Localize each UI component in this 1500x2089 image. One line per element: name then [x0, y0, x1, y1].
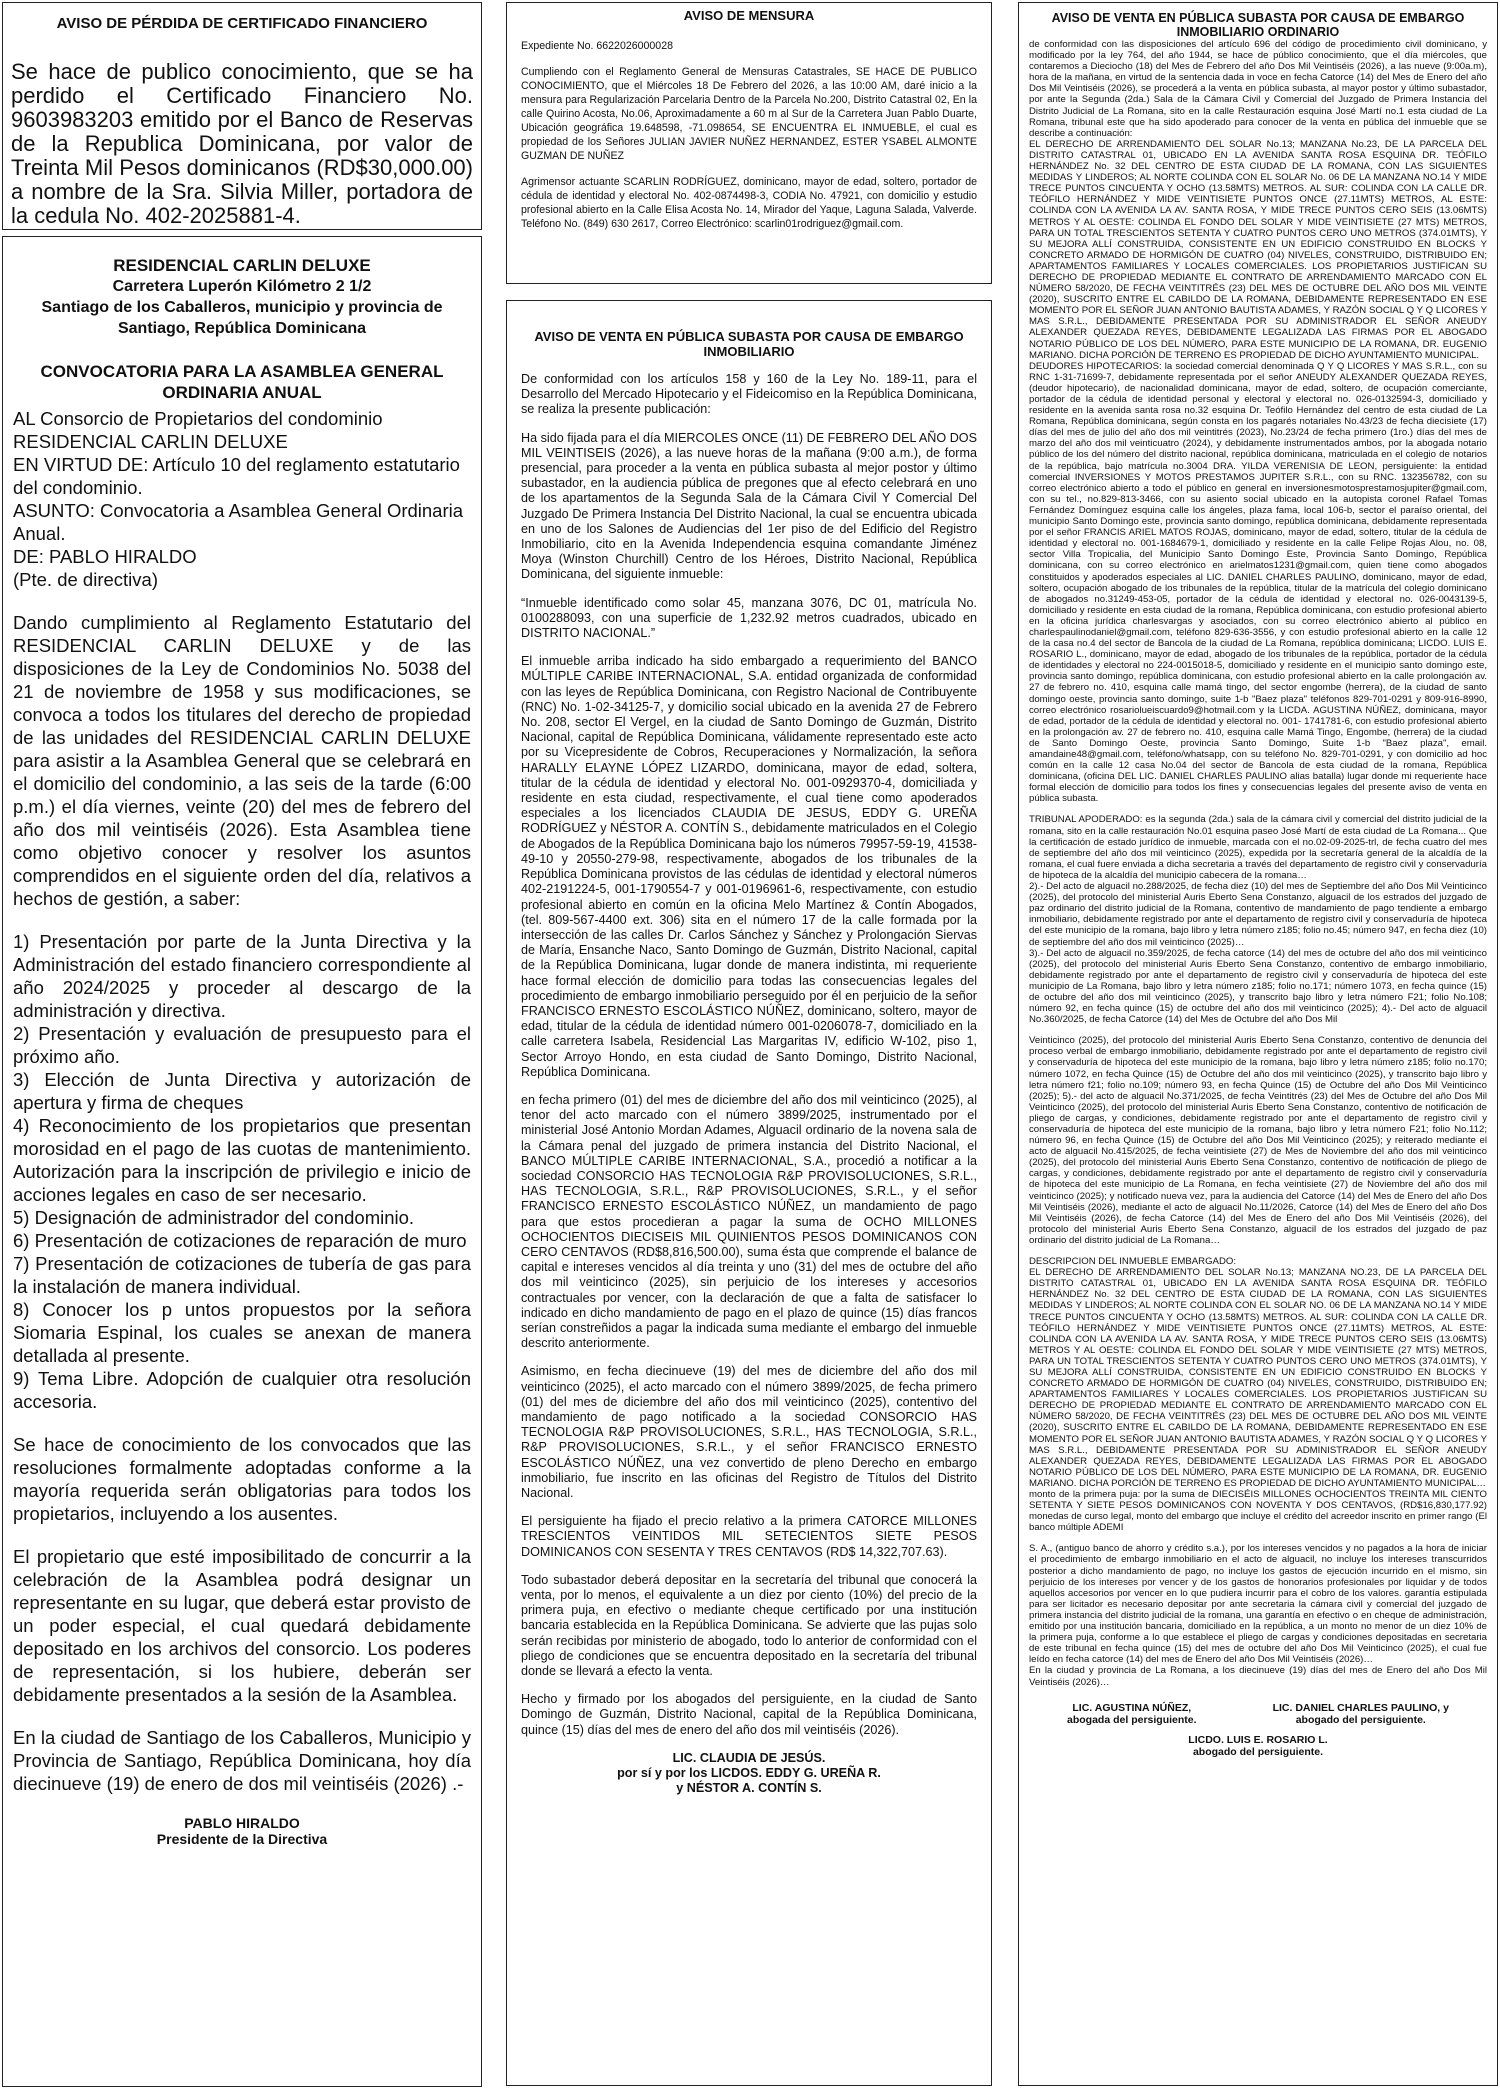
signature-block [1029, 1734, 1487, 1758]
signature-name: PABLO HIRALDO [184, 1815, 300, 1831]
agenda-item: 3) Elección de Junta Directiva y autorización de apertura y firma de cheques [13, 1069, 471, 1113]
signature-line: LIC. DANIEL CHARLES PAULINO, y [1272, 1701, 1449, 1714]
auction-parties: DEUDORES HIPOTECARIOS: la sociedad comercial denominada Q Y Q LICORES Y MAS S.R.L., con su RNC 1-31-71699-7, debidamente representada por el señor ANEUDY ALEXANDER QUEZADA REYES, (deudor hipotecario), de nacionalidad dominicana, mayor de edad, soltero, de ocupación comerciante, portador de la cédula de identidad personal y electoral y electoral no. 026-0132594-3, domiciliado y residente en la avenida santa rosa no.32 esquina Dr. Teófilo Hernández del centro de esta ciudad de La Romana, República dominicana, según consta en los pagarés notariales No.43/23 de fecha diecisiete (17) días del mes de julio del año dos mil veintitrés (2023), No.23/24 de fecha primero (1ro.) días del mes de marzo del año dos mil veinticuatro (2024), y debidamente instrumentados ambos, por la abogada notario público de los del número del distrito nacional, república dominicana, matriculada en el colegio de notarios de la república, bajo matrícula no.3004 DRA. YILDA VERENISIA DE LEON, persiguiente: la entidad comercial INVERSIONES Y MOTOS PRESTAMOS JUPITER S.R.L., con su RNC. 132356782, con su correo electrónico abierto a todo el público en general en inversionesmotosprestamosjupiter@gmail.com, con su tel., no.829-813-3466, con su asiento social ubicado en la autopista coronel Rafael Tomas Fernández Domínguez esquina calle los ángeles, plaza fama, local 106-b, sector el paraíso oriental, del municipio Santo Domingo este, provincia santo domingo, república dominicana, debidamente representada por el señor FRANCIS ARIEL MATOS ROJAS, dominicano, mayor de edad, soltero, titular de la cédula de identidad y electoral no. 001-1684679-1, domiciliado y residente en la calle Felipe Rojas Alou, no. 08, sector Villa Tropicalia, del Municipio Santo Domingo Este, Provincia Santo Domingo, República dominicana, con su correo electrónico en arielmatos1231@gmail.com, quien tiene como abogados constituidos y apoderados especiales al LIC. DANIEL CHARLES PAULINO, dominicano, mayor de edad, soltero, ocupación abogado de los tribunales de la república, titular de la matrícula del colegio dominicano de abogados no.31249-453-05, portador de la cédula de identidad y electoral no. 026-0043139-5, domiciliado y residente en esta ciudad de la romana, República dominicana, con estudio profesional abierto en la oficina jurídica charlesvargas y asociados, con su correo electrónico abierto al público en charlespaulinodaniel@gmail.com, teléfono 829-636-3556, y con estudio profesional abierto en la calle 12 de la casa no.4 del sector de Bancola de la ciudad de La Romana, república dominicana; LICDO. LUIS E. ROSARIO L., dominicano, mayor de edad, abogado de los tribunales de la república, portador de la cédula de identidades y electoral no 224-0015018-5, domiciliado y residente en el municipio santo domingo este, provincia santo domingo, república dominicana, con estudio profesional abierto en la calle prolongación av. 27 de febrero no. 410, esquina calle mamá tingo, del sector engombe (herrera), de la ciudad de santo domingo oeste, provincia santo domingo, suite 1-b "Baez plaza" teléfonos 829-701-0291 y 809-916-8990, correo electrónico rosariolueiscuardo9@hotmail.com y la LICDA. AGUSTINA NÚÑEZ, dominicana, mayor de edad, portador de la cédula de identidad y electoral no. 001- 1741781-6, con estudio profesional abierto en la prolongación av. 27 de febrero no. 410, esquina calle Mamá Tingo, Engombe, (herrera) de la ciudad de Santo Domingo Oeste, provincia Santo Domingo, Suite 1-b "Baez plaza", email. amandaine48@gmail.com, teléfono/whatsapp, con su teléfono No. 829-701-0291, y con domicilio ad hoc común en la calle 12 casa No.04 del sector de Bancola de esta ciudad de la romana, República dominicana, (oficina DEL LIC. DANIEL CHARLES PAULINO alias batalla) lugar donde mi requeriente hace formal elección de domicilio para todos los fines y consecuencias legales del presente aviso de venta en pública subasta. [1029, 360, 1487, 805]
agenda-item: 9) Tema Libre. Adopción de cualquier otra resolución accesoria. [13, 1368, 471, 1412]
assembly-proxy: El propietario que esté imposibilitado de concurrir a la celebración de la Asamblea podrá designar un representante en su lugar, que deberá estar provisto de un poder especial, el cual quedará debidamente depositado en los archivos del consorcio. Los poderes de representación, si los hubiere, deberán ser debidamente presentados a la sesión de la Asamblea. [13, 1546, 471, 1705]
auction-property: EL DERECHO DE ARRENDAMIENTO DEL SOLAR No.13; MANZANA No.23, DE LA PARCELA DEL DISTRITO CATASTRAL 01, UBICADO EN LA AVENIDA SANTA ROSA ESQUINA DR. TEÓFILO HERNÁNDEZ No. 32 DEL CENTRO DE ESTA CIUDAD DE LA ROMANA, CON LAS SIGUIENTES MEDIDAS Y LINDEROS; AL NORTE COLINDA CON EL SOLAR No. 06 DE LA MANZANA NO.14 Y MIDE TRECE PUNTOS CINCUENTA Y OCHO (13.58MTS) METROS. AL SUR: COLINDA CON LA CALLE DR. TEÓFILO HERNÁNDEZ Y MIDE VEINTISIETE PUNTOS ONCE (27.11MTS) METROS, AL ESTE: COLINDA CON LA AVENIDA LA AV. SANTA ROSA, Y MIDE TRECE PUNTOS CERO SEIS (13.06MTS) METROS Y AL OESTE: COLINDA EL FONDO DEL SOLAR Y MIDE VEINTISIETE (27 MTS) METROS, PARA UN TOTAL TRESCIENTOS SETENTA Y CUATRO PUNTOS CERO UNO METROS (374.01MTS), Y SU MEJORA ALLÍ CONSTRUIDA, CONSISTENTE EN UN EDIFICIO CONSTRUIDO EN BLOCKS Y CONCRETO ARMADO DE HORMIGÓN DE CUATRO (04) NIVELES, CONSTRUIDO, DISTRIBUIDO EN; APARTAMENTOS FAMILIARES Y LOCALES COMERCIALES. LOS PROPIETARIOS JUSTIFICAN SU DERECHO DE PROPIEDAD MEDIANTE EL CONTRATO DE ARRENDAMIENTO MARCADO CON EL NÚMERO 58/2020, DE FECHA VEINTITRÉS (23) DEL MES DE OCTUBRE DEL AÑO DOS MIL VEINTE (2020), SUSCRITO ENTRE EL CABILDO DE LA ROMANA, DEBIDAMENTE REPRESENTADO EN ESE MOMENTO POR EL SEÑOR JUAN ANTONIO BAUTISTA ADAMES, Y RAZÓN SOCIAL Q Y Q LICORES Y MAS S.R.L., DEBIDAMENTE PRESENTADA POR SU ADMINISTRADOR EL SEÑOR ANEUDY ALEXANDER QUEZADA REYES, DEBIDAMENTE LEGALIZADA LAS FIRMAS POR EL ABOGADO NOTARIO PÚBLICO DE LOS DEL NÚMERO, PARA ESTE MUNICIPIO DE LA ROMANA, DR. EUGENIO MARIANO. DICHA PORCIÓN DE TERRENO ES PROPIEDAD DE DICHO AYUNTAMIENTO MUNICIPAL. [1029, 138, 1487, 361]
signature-block [1273, 1702, 1449, 1726]
notice-title: AVISO DE PÉRDIDA DE CERTIFICADO FINANCIERO [56, 15, 428, 32]
auction-para: de conformidad con las disposiciones del artículo 696 del código de procedimiento civil dominicano, y modificado por la ley 764, del año 1944, se hace de público conocimiento, que el día miércoles, que contaremos a Dieciocho (18) del Mes de Febrero del año Dos Mil Veintiséis (2026), a las nueve (9:00a.m), hora de la mañana, en virtud de la sentencia dada in voce en fecha Catorce (14) del Mes de Enero del año Dos Mil Veintiséis (2026), se procederá a la venta en pública subasta, al mayor postor y último subastador, por ante la Segunda (2da.) Sala de la Cámara Civil y Comercial del Juzgado de Primera Instancia del Distrito Judicial de La Romana, sito en la calle Restauración esquina José Martí no.1 esta ciudad de La Romana, tribunal este que ha sido apoderado para conocer de la venta en pública del inmueble que se describe a continuación: [1029, 39, 1487, 139]
signature-line: abogado del persiguiente. [1295, 1713, 1426, 1726]
notice-auction-1 [506, 300, 992, 2086]
signature-line: abogado del persiguiente. [1192, 1745, 1324, 1758]
assembly-intro: Dando cumplimiento al Reglamento Estatutario del RESIDENCIAL CARLIN DELUXE y de las disposiciones de la Ley de Condominios No. 5038 del 21 de noviembre de 1958 y sus modificaciones, se convoca a todos los titulares del derecho de propiedad de las unidades del RESIDENCIAL CARLIN DELUXE para asistir a la Asamblea General que se celebrará en el domicilio del condominio, a las seis de la tarde (6:00 p.m.) el día viernes, veinte (20) del mes de febrero del año dos mil veintiséis (2026). Esta Asamblea tiene como objetivo conocer y resolver los asuntos comprendidos en el siguiente orden del día, relativos a hechos de gestión, a saber: [13, 612, 471, 909]
assembly-subject: ASUNTO: Convocatoria a Asamblea General Ordinaria Anual. [13, 500, 464, 544]
assembly-to: AL Consorcio de Propietarios del condominio RESIDENCIAL CARLIN DELUXE [13, 408, 383, 452]
agenda-item: 5) Designación de administrador del condominio. [13, 1207, 415, 1228]
signature-line: LIC. AGUSTINA NÚÑEZ, [1072, 1701, 1192, 1714]
signature-line: LIC. CLAUDIA DE JESÚS. [672, 1750, 826, 1765]
signatures [1029, 1702, 1487, 1726]
agenda-list [13, 930, 471, 1413]
auction-para: Veinticinco (2025), del protocolo del ministerial Auris Eberto Sena Constanzo, contentivo de denuncia del proceso verbal de embargo inmobiliario, debidamente registrado por ante el departamento de registro civil y conservaduría de hipoteca del este municipio de la romana, bajo libro y letra número z185; folio no.170; número 1072, en fecha Quince (15) de Octubre del año dos mil veinticinco (2025), y transcrito bajo libro y letra número f21; folio no.109; número 93, en fecha Quince (15) de Octubre del año Dos Mil Veinticinco (2025); 5).- del acto de alguacil No.371/2025, de fecha Veintitrés (23) del Mes de Octubre del año Dos Mil Veinticinco (2025), del protocolo del ministerial Auris Eberto Sena Constanzo, contentivo de notificación de pliego de cargas, y condiciones, debidamente registrado por ante el departamento de registro civil y conservaduría de hipoteca del este municipio de la romana, bajo libro y letra número F21; folio No.112; número 96, en fecha Quince (15) de Octubre del año Dos Mil Veinticinco (2025); y reiterado mediante el acto de alguacil No.415/2025, de fecha veintisiete (27) de Mes de Noviembre del año dos mil veinticinco (2025), del protocolo del ministerial Auris Eberto Sena Constanzo, contentivo de notificación de pliego de cargas, y condiciones, debidamente registrado por ante el departamento de registro civil y conservaduría de hipoteca del este municipio de La Romana, en fecha veintisiete (27) de Noviembre del año dos mil veinticinco (2025); y notificado nueva vez, para la audiencia del Catorce (14) del Mes de Enero del año Dos Mil Veintiséis (2026), mediante el acto de alguacil No.11/2026, Catorce (14) del Mes de Enero del año Dos Mil Veintiséis (2026), de fecha Catorce (14) del Mes de Enero del año Dos Mil Veintiséis (2026), del protocolo del ministerial Auris Eberto Sena Constanzo, alguacil de los estrados del juzgado de paz ordinario del distrito judicial de La Romana… [1029, 1035, 1487, 1246]
notice-title: AVISO DE MENSURA [683, 8, 815, 23]
signature-line: LICDO. LUIS E. ROSARIO L. [1188, 1733, 1328, 1746]
expedient-number: Expediente No. 6622026000028 [521, 40, 673, 52]
auction-property: “Inmueble identificado como solar 45, manzana 3076, DC 01, matrícula No. 0100288093, con una superficie de 1,232.92 metros cuadrados, ubicado en DISTRITO NACIONAL.” [521, 595, 977, 641]
assembly-title: CONVOCATORIA PARA LA ASAMBLEA GENERAL ORDINARIA ANUAL [40, 362, 444, 402]
notice-title: AVISO DE VENTA EN PÚBLICA SUBASTA POR CAUSA DE EMBARGO INMOBILIARIO ORDINARIO [1051, 11, 1465, 39]
auction-para: en fecha primero (01) del mes de diciembre del año dos mil veinticinco (2025), al tenor del acto marcado con el número 3899/2025, instrumentado por el ministerial José Antonio Mordan Adames, Alguacil ordinario de la novena sala de la Cámara penal del juzgado de primera instancia del Distrito Nacional, el BANCO MÚLTIPLE CARIBE INTERNACIONAL, S.A., procedió a notificar a la sociedad CONSORCIO HAS TECNOLOGIA R&P PROVISOLUCIONES, S.R.L., HAS TECNOLOGIA, S.R.L., R&P PROVISOLUCIONES, S.R.L., y el señor FRANCISCO ERNESTO ESCOLÁSTICO NÚÑEZ, un mandamiento de pago para que estos procedieran a pagar la suma de OCHO MILLONES OCHOCIENTOS DIECISEIS MIL QUINIENTOS PESOS DOMINICANOS CON CERO CENTAVOS (RD$8,816,500.00), suma ésta que comprende el balance de capital e intereses vencidos al día treinta y uno (31) del mes de octubre del año dos mil veinticinco (2025), sin perjuicio de los intereses y accesorios contractuales por vencer, con la declaración de que a falta de satisfacer lo indicado en dicho mandamiento de pago en el plazo de quince (15) días francos serían constreñidos a pagar la indicada suma mediante el embargo del inmueble descrito anteriormente. [521, 1092, 977, 1351]
auction-para: De conformidad con los artículos 158 y 160 de la Ley No. 189-11, para el Desarrollo del Mercado Hipotecario y el Fideicomiso en la República Dominicana, se realiza la presente publicación: [521, 372, 977, 417]
surveyor-info: Agrimensor actuante SCARLIN RODRÍGUEZ, dominicano, mayor de edad, soltero, portador de cédula de identidad y electoral No. 402-0874498-3, CODIA No. 47921, con domicilio y estudio profesional abierto en la Calle Elisa Acosta No. 14, Mirador del Yaque, Laguna Salada, Valverde. Teléfono No. (849) 630 2617, Correo Electrónico: scarlin01rodriguez@gmail.com. [521, 176, 977, 230]
assembly-from-role: (Pte. de directiva) [13, 569, 158, 590]
condo-city: Santiago de los Caballeros, municipio y provincia de Santiago, República Dominicana [41, 299, 443, 337]
notice-title: AVISO DE VENTA EN PÚBLICA SUBASTA POR CAUSA DE EMBARGO INMOBILIARIO [534, 329, 964, 359]
survey-body: Cumpliendo con el Reglamento General de Mensuras Catastrales, SE HACE DE PUBLICO CONOCIMIENTO, que el Miércoles 18 De Febrero del 2026, a las 10:00 AM, daré inicio a la mensura para Regularización Parcelaria Dentro de la Parcela No.200, Distrito Catastral 02, En la calle Quirino Acosta, No.06, Aproximadamente a 60 m al Sur de la Carretera Juan Pablo Duarte, Ubicación geográfica 19.648598, -71.098654, SE ENCUENTRA EL INMUEBLE, el cual es propiedad de los Señores JULIAN JAVIER NUÑEZ HERNANDEZ, ESTER YSABEL ALMONTE GUZMAN DE NUÑEZ [521, 66, 977, 162]
auction-para: TRIBUNAL APODERADO: es la segunda (2da.) sala de la cámara civil y comercial del distrito judicial de la romana, sito en la calle restauración No.01 esquina paseo José Martí de esta ciudad de La Romana... Que la certificación de estado jurídico de inmueble, marcada con el no.02-09-2025-trl, de fecha cuatro del mes de septiembre del año dos mil veinticinco (2025), expedida por la secretaría general de la alcaldía de la romana, el cual fuere enviada a dicha secretaria a través del departamento de registro civil y conservaduría de hipoteca de la alcaldía del municipio cabecera de la romana… [1029, 814, 1487, 881]
auction-para: 2).- Del acto de alguacil no.288/2025, de fecha diez (10) del mes de Septiembre del año Dos Mil Veinticinco (2025), del protocolo del ministerial Auris Eberto Sena Constanzo, alguacil de los estrados del juzgado de paz ordinario del distrito judicial de la Romana, contentivo de mandamiento de pago tendiente a embargo inmobiliario, debidamente registrado por ante el departamento de registro civil y conservaduría de hipoteca del este municipio de la romana, bajo libro y letra número z185; folio no.45; número 947, en fecha diez (10) de septiembre del año dos mil veinticinco (2025)… [1029, 881, 1487, 948]
auction-para: 3).- Del acto de alguacil no.359/2025, de fecha catorce (14) del mes de octubre del año dos mil veinticinco (2025), del protocolo del ministerial Auris Eberto Sena Constanzo, contentivo de embargo inmobiliario, debidamente registrado por ante el departamento de registro civil y conservaduría de hipoteca del este municipio de La Romana, bajo libro y letra número z185; folio no.171; número 1073, en fecha quince (15) de octubre del año dos mil veinticinco (2025), y transcrito bajo libro y letra número F21; folio No.108; número 92, en fecha quince (15) de octubre del año dos mil veinticinco (2025); 4).- Del acto de alguacil No.360/2025, de fecha Catorce (14) del Mes de Octubre del año Dos Mil [1029, 947, 1487, 1026]
assembly-date: En la ciudad de Santiago de los Caballeros, Municipio y Provincia de Santiago, República Dominicana, hoy día diecinueve (19) de enero de dos mil veintiséis (2026) .- [13, 1727, 471, 1794]
agenda-item: 7) Presentación de cotizaciones de tubería de gas para la instalación de manera individual. [13, 1253, 471, 1297]
agenda-item: 4) Reconocimiento de los propietarios que presentan morosidad en el pago de las cuotas de mantenimiento. Autorización para la inscripción de privilegio e inicio de acciones legales en caso de ser necesario. [13, 1115, 471, 1205]
assembly-by-virtue: EN VIRTUD DE: Artículo 10 del reglamento estatutario del condominio. [13, 454, 460, 498]
agenda-item: 1) Presentación por parte de la Junta Directiva y la Administración del estado financiero correspondiente al año 2024/2025 y proceder al descargo de la administración y directiva. [13, 931, 471, 1021]
auction-para: Todo subastador deberá depositar en la secretaría del tribunal que conocerá la venta, por lo menos, el equivalente a un diez por ciento (10%) del precio de la primera puja, en efectivo o mediante cheque certificado por una institución bancaria establecida en la República Dominicana. Se advierte que las pujas solo serán recibidas por ministerio de abogado, todo lo anterior de conformidad con el pliego de condiciones que se encuentra depositado en la secretaría del tribunal donde se llevará a efecto la venta. [521, 1572, 977, 1679]
auction-para: Ha sido fijada para el día MIERCOLES ONCE (11) DE FEBRERO DEL AÑO DOS MIL VEINTISEIS (2026), a las nueve horas de la mañana (9:00 a.m.), de forma presencial, para proceder a la venta en pública subasta al mejor postor y último subastador, en la audiencia pública de pregones que al efecto celebrará en uno de los apartamentos de la Segunda Sala de la Cámara Civil Y Comercial Del Juzgado De Primera Instancia Del Distrito Nacional, la cual se encuentra ubicada en uno de los Salones de Audiencias del 1er piso de del Edificio del Registro Inmobiliario, cito en la Avenida Independencia esquina comandante Jiménez Moya (Winston Churchill) Centro de los Héroes, Distrito Nacional, República Dominicana, del siguiente inmueble: [521, 430, 977, 582]
auction-price: monto de la primera puja: por la suma de DIECISÉIS MILLONES OCHOCIENTOS TREINTA MIL CIENTO SETENTA Y SIETE PESOS DOMINICANOS CON NOVENTA Y DOS CENTAVOS, (RD$16,830,177.92) monedas de curso legal, monto del embargo que incluye el crédito del acreedor inscrito en primer rango (El banco múltiple ADEMI [1029, 1489, 1487, 1534]
signature-line: por sí y por los LICDOS. EDDY G. UREÑA R. [617, 1766, 881, 1781]
condo-name: RESIDENCIAL CARLIN DELUXE [113, 256, 371, 275]
condo-address: Carretera Luperón Kilómetro 2 1/2 [112, 278, 372, 295]
auction-para: S. A., (antiguo banco de ahorro y crédito s.a.), por los intereses vencidos y no pagados a la hora de iniciar el procedimiento de embargo inmobiliario en el acto de alguacil, no incluye los intereses transcurridos posterior a dicho mandamiento de pago, no incluye los gastos de ejecución incurrido en el mismo, sin perjuicio de los intereses por vencer y de los gastos de honorarios profesionales por liquidar y de todos aquellos accesorios por vencer en lo que pudiera incurrir para el cobro de los valores. garantía estipulada para ser licitador es necesario depositar por ante secretaria la cámara civil y comercial del juzgado de primera instancia del distrito judicial de la romana, una garantía en efectivo o en cheque de administración, emitido por una institución bancaria, domiciliado en la república, a un monto no menor de un diez 10% de la primera puja, conforme a lo que establece el pliego de cargas y condiciones depositadas en secretaria de este tribunal en fecha quince (15) del mes de octubre del año Dos Mil Veinticinco (2025), el cual fue leído en fecha catorce (14) del mes de Enero del año Dos Mil Veintiséis (2026)… [1029, 1543, 1487, 1666]
signature-block [1067, 1702, 1197, 1726]
signature-line: y NÉSTOR A. CONTÍN S. [676, 1781, 822, 1796]
auction-para: Asimismo, en fecha diecinueve (19) del mes de diciembre del año dos mil veinticinco (2025), el acto marcado con el número 3899/2025, de fecha primero (01) del mes de diciembre del año dos mil veinticinco (2025), contentivo del mandamiento de pago notificado a la sociedad CONSORCIO HAS TECNOLOGIA R&P PROVISOLUCIONES, S.R.L., HAS TECNOLOGIA, S.R.L., R&P PROVISOLUCIONES, S.R.L., y el señor FRANCISCO ERNESTO ESCOLÁSTICO NÚÑEZ, una vez convertido de pleno Derecho en embargo inmobiliario, fue inscrito en las oficinas del Registro de Títulos del Distrito Nacional. [521, 1364, 977, 1501]
auction-property: EL DERECHO DE ARRENDAMIENTO DEL SOLAR No.13; MANZANA NO.23, DE LA PARCELA DEL DISTRITO CATASTRAL 01, UBICADO EN LA AVENIDA SANTA ROSA ESQUINA DR. TEÓFILO HERNÁNDEZ No. 32 DEL CENTRO DE ESTA CIUDAD DE LA ROMANA, CON LAS SIGUIENTES MEDIDAS Y LINDEROS; AL NORTE COLINDA CON EL SOLAR NO. 06 DE LA MANZANA NO.14 Y MIDE TRECE PUNTOS CINCUENTA Y OCHO (13.58MTS) METROS. AL SUR: COLINDA CON LA CALLE DR. TEÓFILO HERNÁNDEZ Y MIDE VEINTISIETE PUNTOS ONCE (27.11MTS) METROS, AL ESTE: COLINDA CON LA AVENIDA LA AV. SANTA ROSA, Y MIDE TRECE PUNTOS CERO SEIS (13.06MTS) METROS Y AL OESTE: COLINDA EL FONDO DEL SOLAR Y MIDE VEINTISIETE (27 MTS) METROS, PARA UN TOTAL TRESCIENTOS SETENTA Y CUATRO PUNTOS CERO UNO METROS (374.01MTS), Y SU MEJORA ALLÍ CONSTRUIDA, CONSISTENTE EN UN EDIFICIO CONSTRUIDO EN BLOCKS Y CONCRETO ARMADO DE HORMIGÓN DE CUATRO (04) NIVELES, CONSTRUIDO, DISTRIBUIDO EN; APARTAMENTOS FAMILIARES Y LOCALES COMERCIALES. LOS PROPIETARIOS JUSTIFICAN SU DERECHO DE PROPIEDAD MEDIANTE EL CONTRATO DE ARRENDAMIENTO MARCADO CON EL NÚMERO 58/2020, DE FECHA VEINTITRÉS (23) DEL MES DE OCTUBRE DEL AÑO DOS MIL VEINTE (2020), SUSCRITO ENTRE EL CABILDO DE LA ROMANA, DEBIDAMENTE REPRESENTADO EN ESE MOMENTO POR EL SEÑOR JUAN ANTONIO BAUTISTA ADAMES, Y RAZÓN SOCIAL Q Y Q LICORES Y MAS S.R.L., DEBIDAMENTE PRESENTADA POR SU ADMINISTRADOR EL SEÑOR ANEUDY ALEXANDER QUEZADA REYES, DEBIDAMENTE LEGALIZADA LAS FIRMAS POR EL ABOGADO NOTARIO PÚBLICO DE LOS DEL NÚMERO, PARA ESTE MUNICIPIO DE LA ROMANA, DR. EUGENIO MARIANO. DICHA PORCIÓN DE TERRENO ES PROPIEDAD DE DICHO AYUNTAMIENTO MUNICIPAL… [1029, 1267, 1487, 1489]
property-heading: DESCRIPCION DEL INMUEBLE EMBARGADO: [1029, 1256, 1237, 1268]
signature-role: Presidente de la Directiva [156, 1831, 328, 1847]
auction-date: En la ciudad y provincia de La Romana, a los diecinueve (19) días del mes de Enero del año Dos Mil Veintiséis (2026)… [1029, 1665, 1487, 1688]
notice-survey [506, 2, 992, 284]
signature-line: abogada del persiguiente. [1067, 1713, 1197, 1726]
assembly-from: DE: PABLO HIRALDO [13, 546, 197, 567]
notice-auction-2 [1018, 2, 1498, 2086]
auction-price: El persiguiente ha fijado el precio relativo a la primera CATORCE MILLONES TRESCIENTOS VEINTIDOS MIL SETECIENTOS SIETE PESOS DOMINICANOS CON SESENTA Y TRES CENTAVOS (RD$ 14,322,707.63). [521, 1514, 977, 1559]
notice-lost-certificate [2, 2, 482, 230]
agenda-item: 6) Presentación de cotizaciones de reparación de muro [13, 1230, 467, 1251]
agenda-item: 2) Presentación y evaluación de presupuesto para el próximo año. [13, 1023, 471, 1067]
assembly-resolutions: Se hace de conocimiento de los convocados que las resoluciones formalmente adoptadas conforme a la mayoría requerida serán obligatorias para todos los propietarios, incluyendo a los ausentes. [13, 1434, 471, 1524]
notice-body: Se hace de publico conocimiento, que se ha perdido el Certificado Financiero No. 9603983203 emitido por el Banco de Reservas de la Republica Dominicana, por valor de Treinta Mil Pesos dominicanos (RD$30,000.00) a nombre de la Sra. Silvia Miller, portadora de la cedula No. 402-2025881-4. [11, 59, 473, 228]
auction-para: Hecho y firmado por los abogados del persiguiente, en la ciudad de Santo Domingo de Guzmán, Distrito Nacional, capital de la República Dominicana, quince (15) días del mes de enero del año dos mil veintiséis (2026). [521, 1692, 977, 1737]
agenda-item: 8) Conocer los p untos propuestos por la señora Siomaria Espinal, los cuales se anexan de manera detallada al presente. [13, 1299, 471, 1366]
notice-assembly [2, 236, 482, 2087]
auction-para: El inmueble arriba indicado ha sido embargado a requerimiento del BANCO MÚLTIPLE CARIBE INTERNACIONAL, S.A. entidad organizada de conformidad con las leyes de República Dominicana, con Registro Nacional de Contribuyente (RNC) No. 1-02-34125-7, y domicilio social ubicado en la avenida 27 de Febrero No. 208, sector El Vergel, en la ciudad de Santo Domingo de Guzmán, Distrito Nacional, capital de República Dominicana, válidamente representado este acto por su Vicepresidente de Cobros, Recuperaciones y Normalización, la señora HARALLY ELAYNE LÓPEZ LIZARDO, dominicana, mayor de edad, soltera, titular de la cédula de identidad y electoral No. 001-0929370-4, domiciliada y residente en esta ciudad, respectivamente, el cual tiene como apoderados especiales a los licenciados CLAUDIA DE JESUS, EDDY G. UREÑA RODRÍGUEZ y NÉSTOR A. CONTÍN S., debidamente matriculados en el Colegio de Abogados de la República Dominicana bajo los números 79957-59-19, 41538-49-10 y 20550-279-98, respectivamente, abogados de los tribunales de la República Dominicana provistos de las cédulas de identidad y electoral números 402-2191224-5, 001-1790554-7 y 001-0196961-6, respectivamente, con estudio profesional abierto en común en la oficina Melo Martínez & Contín Abogados, (tel. 809-567-4400 ext. 306) sita en el número 17 de la calle formada por la intersección de las calles Dr. Carlos Sánchez y Sánchez y Prolongación Siervas de María, Ensanche Naco, Santo Domingo de Guzmán, Distrito Nacional, capital de la República Dominicana, lugar donde de manera indistinta, mi requeriente hace formal elección de domicilio para todas las consecuencias legales del procedimiento de embargo inmobiliario perseguido por él en perjuicio de la señor FRANCISCO ERNESTO ESCOLÁSTICO NÚÑEZ, dominicano, soltero, mayor de edad, titular de la cédula de identidad número 001-0206078-7, domiciliado en la calle carretera Isabela, Residencial Las Margaritas IV, edificio W-102, piso 1, Sector Arroyo Hondo, en esta ciudad de Santo Domingo, Distrito Nacional, República Dominicana. [521, 654, 977, 1079]
